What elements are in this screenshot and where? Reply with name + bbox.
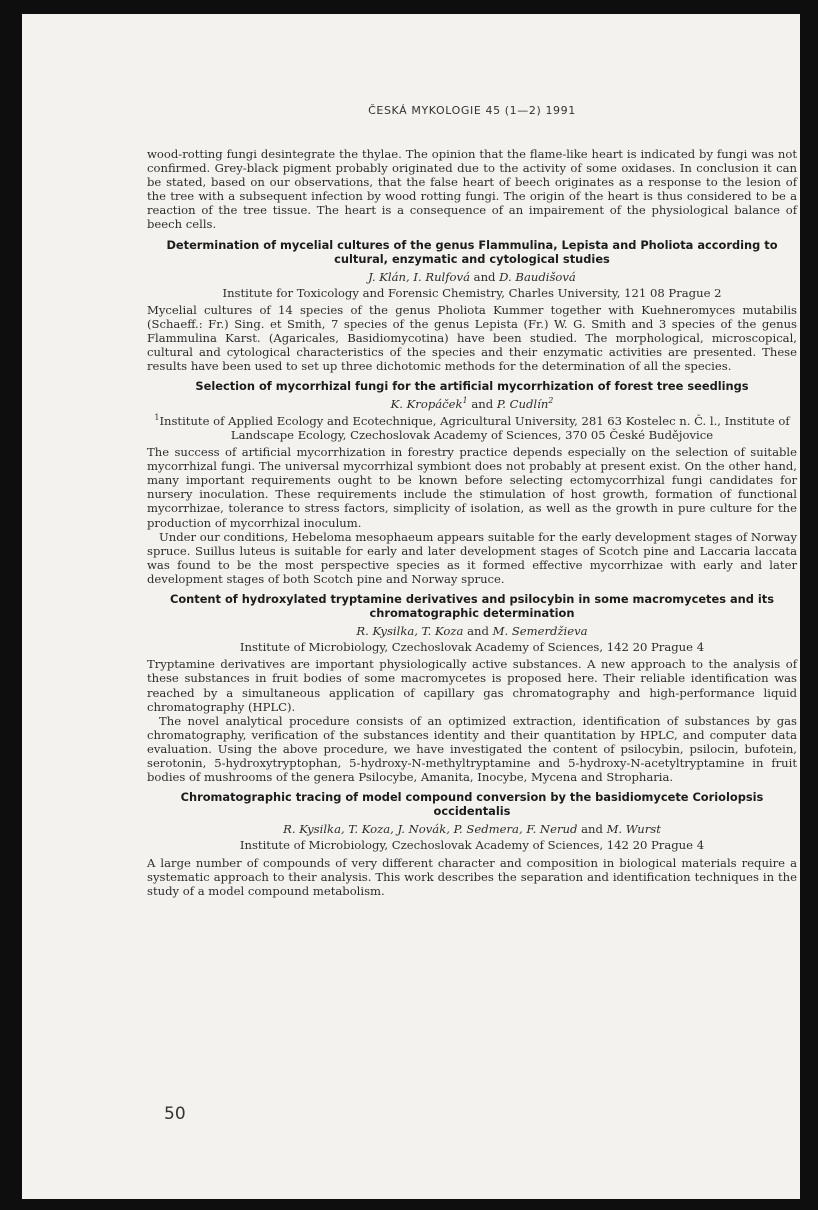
article-authors: R. Kysilka, T. Koza, J. Novák, P. Sedmera, F. Nerud and M. Wurst [283, 822, 661, 837]
institution-mark: 1 [154, 412, 160, 422]
article-institution [147, 286, 797, 300]
article-4 [147, 790, 797, 898]
running-header: ČESKÁ MYKOLOGIE 45 (1—2) 1991 [368, 104, 576, 117]
author-name: R. Kysilka [356, 623, 415, 638]
article-3 [147, 592, 797, 784]
article-title: Determination of mycelial cultures of the genus Flammulina, Lepista and Pholiota according to cultural, enzymatic and cytological studies [166, 237, 778, 266]
article-title: Content of hydroxylated tryptamine derivatives and psilocybin in some macromycetes and its chromatographic determination [169, 591, 775, 620]
articles [147, 238, 797, 898]
article-institution [147, 838, 797, 852]
author-name: J. Novák [397, 822, 447, 837]
author-affiliation-mark: 2 [548, 396, 554, 406]
author-name: T. Koza [421, 623, 464, 638]
article-paragraph: The novel analytical procedure consists of an optimized extraction, identification of substances by gas chromatography, verification of the substances identity and their quantitation by HPLC, and computer data evaluation. Using the above procedure, we have investigated the content of psilocybin, psilocin, bufotein, serotonin, 5-hydroxytryptophan, 5-hydroxy-N-methyltryptamine and 5-hydroxy-N-acetyltryptamine in fruit bodies of mushrooms of the genera Psilocybe, Amanita, Inocybe, Mycena and Stropharia. [147, 713, 797, 785]
article-title: Chromatographic tracing of model compound conversion by the basidiomycete Coriolopsis occidentalis [180, 790, 764, 819]
article-paragraph: A large number of compounds of very different character and composition in biological materials require a systematic approach to their analysis. This work describes the separation and identification techniques in the study of a model compound metabolism. [147, 855, 797, 898]
author-name: J. Klán [368, 269, 407, 284]
article-paragraph: Mycelial cultures of 14 species of the genus Pholiota Kummer together with Kuehneromyces mutabilis (Schaeff.: Fr.) Sing. et Smith, 7 species of the genus Lepista (Fr.) W. G. Smith and 3 species of the genus Flammulina Karst. (Agaricales, Basidiomycotina) have been studied. The morphological, microscopical, cultural and cytological characteristics of the species and their enzymatic activities are presented. These results have been used to set up three dichotomic methods for the determination of all the species. [147, 302, 797, 374]
institution-text: Institute of Applied Ecology and Ecotechnique, Agricultural University, 281 63 Kostelec n. Č. l., Institute of Landscape Ecology, Czechoslovak Academy of Sciences, 370 05 České Budějovice [159, 413, 790, 442]
author-name: K. Kropáček [390, 397, 463, 412]
article-paragraph: Under our conditions, Hebeloma mesophaeum appears suitable for the early development stages of Norway spruce. Suillus luteus is suitable for early and later development stages of Scotch pine and Laccaria laccata was found to be the most perspective species as it formed effective mycorrhizae with early and later development stages of both Scotch pine and Norway spruce. [147, 529, 797, 586]
author-name: M. Semerdžieva [492, 623, 588, 638]
author-affiliation-mark: 1 [462, 396, 468, 406]
author-name: D. Baudišová [499, 269, 576, 284]
and-word: and [581, 822, 603, 837]
article-title: Selection of mycorrhizal fungi for the artificial mycorrhization of forest tree seedlings [195, 379, 749, 394]
author-name: P. Sedmera [453, 822, 519, 837]
article-paragraph: The success of artificial mycorrhization in forestry practice depends especially on the selection of suitable mycorrhizal fungi. The universal mycorrhizal symbiont does not probably at present exist. On the other hand, many important requirements ought to be known before selecting ectomycorrhizal fungi candidates for nursery inoculation. These requirements include the stimulation of host growth, formation of functional mycorrhizae, tolerance to stress factors, simplicity of isolation, as well as the growth in pure culture for the production of mycorrhizal inoculum. [147, 445, 797, 530]
article-institution [147, 414, 797, 442]
and-word: and [471, 397, 494, 412]
author-name: T. Koza [348, 822, 391, 837]
article-2 [147, 379, 797, 586]
author-name: M. Wurst [606, 822, 661, 837]
text-column [147, 104, 797, 898]
institution-text: Institute of Microbiology, Czechoslovak Academy of Sciences, 142 20 Prague 4 [239, 640, 705, 655]
institution-text: Institute of Microbiology, Czechoslovak Academy of Sciences, 142 20 Prague 4 [239, 838, 705, 853]
article-paragraph: Tryptamine derivatives are important physiologically active substances. A new approach to the analysis of these substances in fruit bodies of some macromycetes is proposed here. Their reliable identification was reached by a simultaneous application of capillary gas chromatography and high-performance liquid chromatography (HPLC). [147, 657, 797, 714]
article-authors: J. Klán, I. Rulfová and D. Baudišová [368, 269, 576, 284]
article-authors: R. Kysilka, T. Koza and M. Semerdžieva [356, 623, 588, 638]
article-authors [147, 397, 797, 411]
author-name: P. Cudlín [496, 397, 549, 412]
author-name: R. Kysilka [283, 822, 341, 837]
and-word: and [473, 269, 496, 284]
page-number: 50 [164, 1104, 186, 1124]
author-name: I. Rulfová [413, 269, 470, 284]
institution-text: Institute for Toxicology and Forensic Chemistry, Charles University, 121 08 Prague 2 [222, 285, 722, 300]
intro-paragraph: wood-rotting fungi desintegrate the thylae. The opinion that the flame-like heart is indicated by fungi was not confirmed. Grey-black pigment probably originated due to the activity of some oxidases. In conclusion it can be stated, based on our observations, that the false heart of beech originates as a response to the lesion of the tree with a subsequent infection by wood rotting fungi. The origin of the heart is thus considered to be a reaction of the tree tissue. The heart is a consequence of an impairement of the physiological balance of beech cells. [147, 147, 797, 232]
paper-page [22, 14, 800, 1199]
author-name: F. Nerud [526, 822, 578, 837]
article-1 [147, 238, 797, 374]
and-word: and [467, 623, 489, 638]
article-institution [147, 640, 797, 654]
